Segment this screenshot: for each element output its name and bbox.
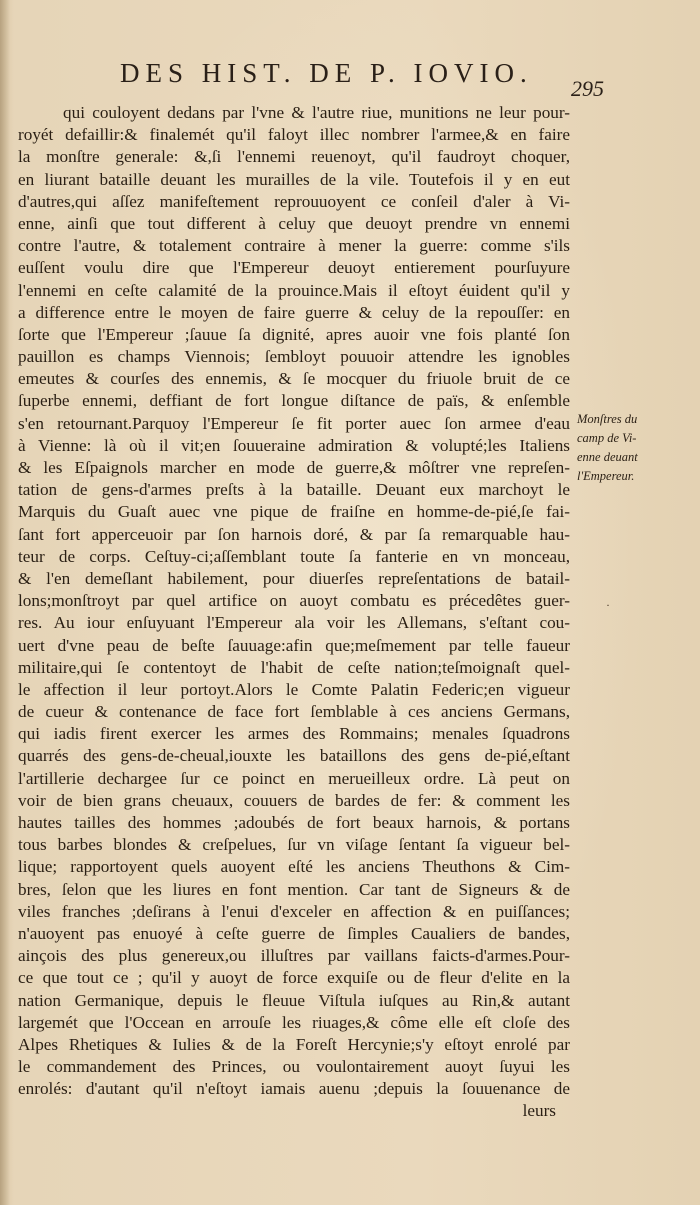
text-line: largemét que l'Occean en arrouſe les riuages,& côme elle eſt cloſe des xyxy=(18,1012,570,1032)
text-line: viles franches ;deſirans à l'enui d'exceler en affection & en puiſſances; xyxy=(18,901,570,921)
text-line: enrolés: d'autant qu'il n'eſtoyt iamais auenu ;depuis la ſouuenance de xyxy=(18,1079,570,1099)
text-line: emeutes & courſes des ennemis, & ſe mocquer du friuole bruit de ce xyxy=(18,369,570,389)
text-line: à Vienne: là où il vit;en ſouueraine admiration & volupté;les Italiens xyxy=(18,435,570,455)
text-line: le commandement des Princes, ou voulontairement auoyt ſuyui les xyxy=(18,1057,570,1077)
text-line: res. Au iour enſuyuant l'Empereur ala voir les Allemans, s'eſtant cou- xyxy=(18,613,570,633)
text-line: ſant fort apperceuoir par ſon harnois doré, & par ſa remarquable hau- xyxy=(18,524,570,544)
text-line: ſorte que l'Empereur ;ſauue ſa dignité, apres auoir vne fois planté ſon xyxy=(18,324,570,344)
page-number: 295 xyxy=(571,76,604,101)
text-line: royét defaillir:& finalemét qu'il faloyt illec nombrer l'armee,& en faire xyxy=(18,125,570,145)
catchword: leurs xyxy=(522,1101,556,1121)
text-line: enne, ainſi que tout different à celuy que deuoyt prendre vn ennemi xyxy=(18,213,570,233)
text-line: tation de gens-d'armes preſts à la bataille. Deuant eux marchoyt le xyxy=(18,480,570,500)
text-line: lons;monſtroyt par quel artifice on auoyt combatu es précedêtes guer- xyxy=(18,591,570,611)
text-line: & les Eſpaignols marcher en mode de guerre,& môſtrer vne repreſen- xyxy=(18,458,570,477)
text-line: nation Germanique, depuis le fleuue Viſtula iuſques au Rin,& autant xyxy=(18,990,570,1010)
text-line: n'auoyent pas enuoyé à ceſte guerre de ſimples Caualiers de bandes, xyxy=(18,923,570,943)
ink-speck: · xyxy=(606,598,610,612)
text-line: de cueur & contenance de face fort ſemblable à ces anciens Germans, xyxy=(18,702,570,722)
text-line: qui iadis firent exercer les armes des Rommains; menales ſquadrons xyxy=(18,724,570,744)
text-line: ce que tout ce ; qu'il y auoyt de force exquiſe ou de fleur d'elite en la xyxy=(18,968,570,988)
margin-note-line: l'Empereur. xyxy=(577,469,635,483)
text-line: s'en retournant.Parquoy l'Empereur ſe fit porter auec ſon armee d'eau xyxy=(18,413,570,433)
margin-note-line: camp de Vi- xyxy=(577,431,637,445)
text-line: le affection il leur portoyt.Alors le Comte Palatin Federic;en vigueur xyxy=(18,679,570,699)
text-line: ſuperbe ennemi, deffiant de fort longue diſtance de païs, & enſemble xyxy=(18,391,570,411)
text-line: lique; rapportoyent quels auoyent eſté les anciens Theuthons & Cim- xyxy=(18,857,570,877)
body-text xyxy=(18,102,570,1123)
text-line: hautes tailles des hommes ;adoubés de fort beaux harnois, & portans xyxy=(18,813,570,832)
margin-note-line: enne deuant xyxy=(577,450,638,464)
text-line: voir de bien grans cheuaux, couuers de bardes de fer: & comment les xyxy=(18,790,570,810)
running-head: DES HIST. DE P. IOVIO. xyxy=(120,58,533,88)
text-line: & l'en demeſlant habilement, pour diuerſes repreſentations de batail- xyxy=(18,568,570,588)
text-line: en liurant bataille deuant les murailles de la vile. Toutefois il y en eut xyxy=(18,169,570,189)
text-line: teur de corps. Ceſtuy-ci;aſſemblant toute ſa fanterie en vn monceau, xyxy=(18,546,570,566)
text-line: l'ennemi en ceſte calamité de la prouince.Mais il eſtoyt éuident qu'il y xyxy=(18,280,570,300)
text-line: uert d'vne peau de beſte ſauuage:afin que;meſmement par telle faueur xyxy=(18,635,570,655)
text-line: ainçois des plus genereux,ou illuſtres par vaillans faicts-d'armes.Pour- xyxy=(18,946,570,966)
margin-note xyxy=(577,410,687,486)
text-line: qui couloyent dedans par l'vne & l'autre riue, munitions ne leur pour- xyxy=(63,103,570,122)
text-line: tous barbes blondes & creſpelues, ſur vn viſage ſentant ſa vigueur bel- xyxy=(18,835,570,855)
text-line: a difference entre le moyen de faire guerre & celuy de la repouſſer: en xyxy=(18,302,570,322)
text-line: d'autres,qui aſſez manifeſtement reprouuoyent ce conſeil d'aler à Vi- xyxy=(18,191,570,211)
text-line: euſſent voulu dire que l'Empereur deuoyt entierement pourſuyure xyxy=(18,258,570,278)
page-gutter-shadow xyxy=(0,0,10,1205)
text-line: l'artillerie dechargee ſur ce poinct en merueilleux ordre. Là peut on xyxy=(18,768,570,788)
text-line: quarrés des gens-de-cheual,iouxte les bataillons des gens de-pié,eſtant xyxy=(18,746,570,766)
text-line: la monſtre generale: &,ſi l'ennemi reuenoyt, qu'il faudroyt choquer, xyxy=(18,147,570,167)
text-line: pauillon es champs Viennois; ſembloyt pouuoir attendre les ignobles xyxy=(18,347,570,367)
margin-note-line: Monſtres du xyxy=(577,412,638,426)
text-line: contre l'autre, & totalement contraire à mener la guerre: comme s'ils xyxy=(18,236,570,256)
text-line: Marquis du Guaſt auec vne pique de fraiſne en homme-de-pié,ſe fai- xyxy=(18,502,570,522)
text-line: bres, ſelon que les liures en font mention. Car tant de Signeurs & de xyxy=(18,879,570,899)
text-line: militaire,qui ſe contentoyt de l'habit de ceſte nation;teſmoignaſt quel- xyxy=(18,657,570,677)
text-line: Alpes Rhetiques & Iulies & de la Foreſt Hercynie;s'y eſtoyt enrolé par xyxy=(18,1034,570,1054)
